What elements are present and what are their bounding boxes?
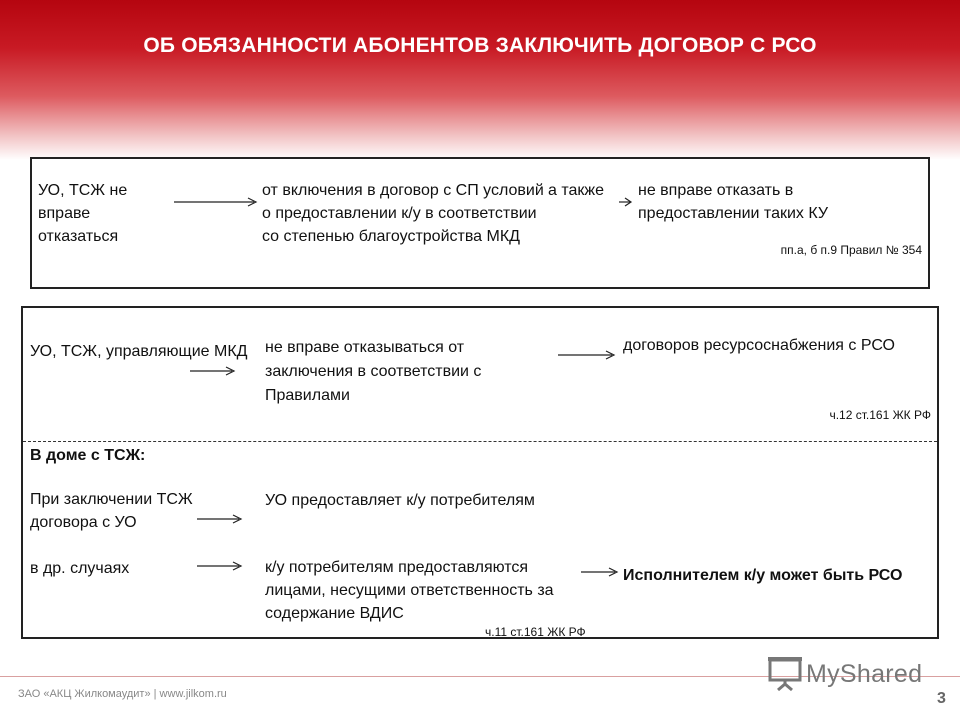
header-band	[0, 0, 960, 160]
footer-company: ЗАО «АКЦ Жилкомаудит» | www.jilkom.ru	[18, 688, 227, 700]
case1-result: УО предоставляет к/у потребителям	[265, 492, 535, 509]
arrow-icon	[195, 559, 245, 573]
result-text: не вправе отказать в предоставлении таких КУ	[638, 182, 829, 222]
connector-text: а также	[548, 182, 604, 199]
tszh-heading: В доме с ТСЖ:	[30, 447, 146, 464]
subject-text: УО, ТСЖ не вправе отказаться	[38, 182, 128, 245]
subject-text: УО, ТСЖ, управляющие МКД	[30, 343, 248, 360]
case1-condition: При заключении ТСЖ договора с УО	[30, 491, 193, 531]
page-number: 3	[937, 690, 946, 707]
obligation-box-1	[30, 157, 930, 289]
obligation-box-2	[21, 306, 939, 639]
arrow-icon	[172, 196, 262, 208]
action-text: от включения в договор с СП условий о предоставлении к/у в соответствии со степенью благоустройства МКД	[262, 182, 544, 245]
legal-reference: ч.11 ст.161 ЖК РФ	[485, 625, 586, 639]
legal-reference: пп.а, б п.9 Правил № 354	[780, 243, 922, 257]
case2-condition: в др. случаях	[30, 560, 130, 577]
page-title: ОБ ОБЯЗАННОСТИ АБОНЕНТОВ ЗАКЛЮЧИТЬ ДОГОВОР С РСО	[143, 34, 817, 57]
presentation-board-icon	[766, 654, 804, 692]
watermark-text: MyShared	[806, 660, 923, 688]
case2-result: к/у потребителям предоставляются лицами, несущими ответственность за содержание ВДИС	[265, 559, 554, 622]
result-text: договоров ресурсоснабжения с РСО	[623, 337, 895, 354]
small-arrow-icon	[618, 196, 634, 210]
arrow-icon	[579, 565, 621, 579]
arrow-icon	[556, 348, 618, 362]
arrow-icon	[188, 364, 238, 378]
arrow-icon	[195, 512, 245, 526]
action-text: не вправе отказываться от заключения в соответствии с Правилами	[265, 339, 482, 404]
section-divider	[23, 441, 937, 442]
conclusion-text: Исполнителем к/у может быть РСО	[623, 567, 903, 584]
legal-reference: ч.12 ст.161 ЖК РФ	[829, 408, 931, 422]
